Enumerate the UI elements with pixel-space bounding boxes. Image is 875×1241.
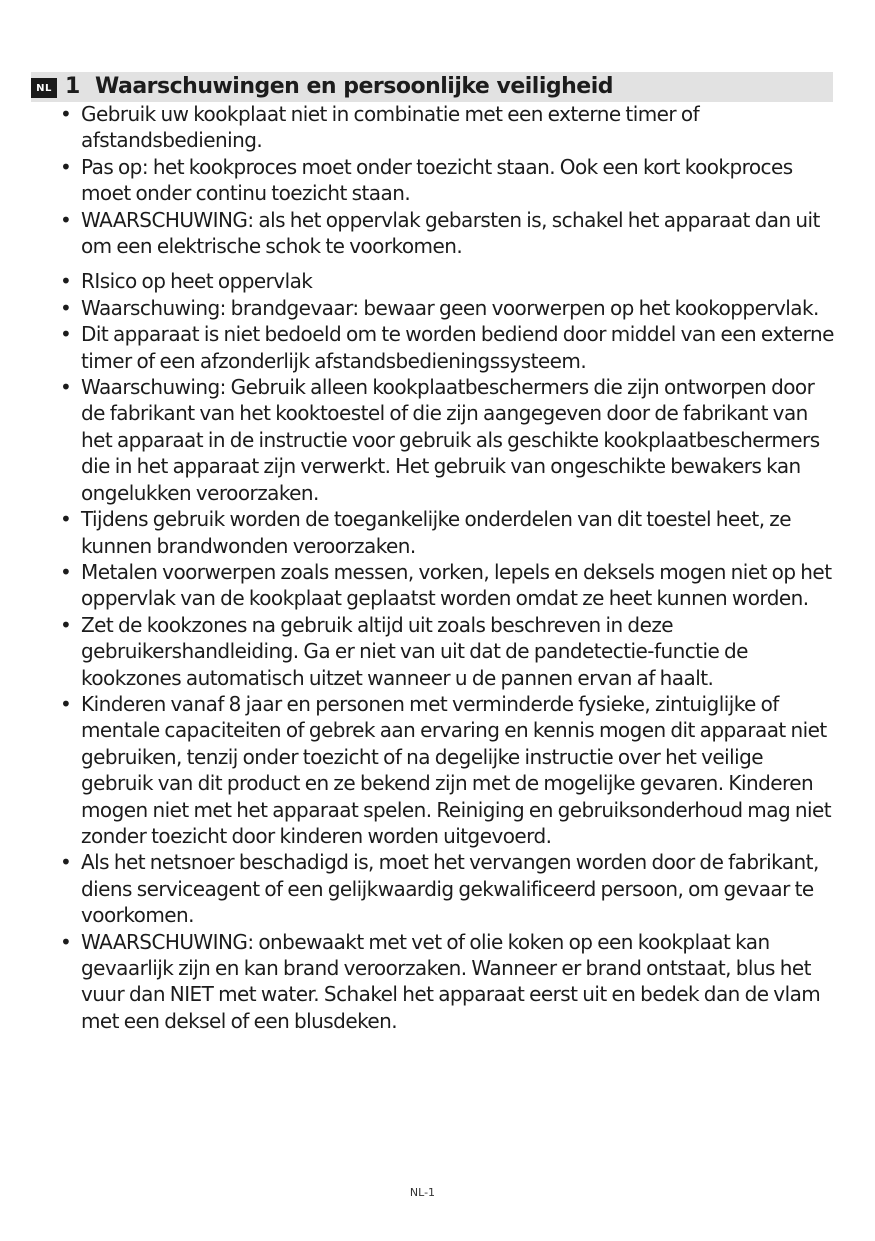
language-badge: NL [31, 78, 57, 98]
bullet-icon: • [60, 850, 72, 875]
section-heading-bar [31, 72, 833, 102]
section-number: 1 [65, 74, 80, 99]
bullet-icon: • [60, 929, 72, 954]
bullet-icon: • [60, 612, 72, 637]
bullet-icon: • [60, 507, 72, 532]
list-item-text: Kinderen vanaf 8 jaar en personen met verminderde fysieke, zintuiglijke of mentale capaciteiten of gebrek aan ervaring en kennis mogen dit apparaat niet gebruiken, tenzij onder toezicht of na degelijke instructie over het veilige gebruik van dit product en ze bekend zijn met de mogelijke gevaren. Kinderen mogen niet met het apparaat spelen. Reiniging en gebruiksonderhoud mag niet zonder toezicht door kinderen worden uitgevoerd. [81, 691, 832, 848]
list-item [57, 612, 837, 691]
page-number: NL-1 [409, 1186, 436, 1199]
list-item-text: Zet de kookzones na gebruik altijd uit zoals beschreven in deze gebruikershandleiding. Ga er niet van uit dat de pandetectie-functie de kookzones automatisch uitzet wanneer u de pannen ervan af haalt. [81, 612, 748, 690]
list-item-text: Als het netsnoer beschadigd is, moet het vervangen worden door de fabrikant, diens serviceagent of een gelijkwaardig gekwalificeerd persoon, om gevaar te voorkomen. [81, 850, 819, 928]
bullet-icon: • [60, 375, 72, 400]
bullet-icon: • [60, 102, 72, 126]
bullet-icon: • [60, 559, 72, 584]
bullet-icon: • [60, 322, 72, 347]
list-item-text: RIsico op heet oppervlak [81, 269, 313, 294]
list-item [57, 559, 837, 612]
bullet-icon: • [60, 295, 72, 320]
list-item-text: Pas op: het kookproces moet onder toezicht staan. Ook een kort kookproces moet onder continu toezicht staan. [81, 154, 793, 206]
section-title [65, 73, 613, 101]
warning-list [57, 101, 837, 1034]
bullet-icon: • [60, 691, 72, 716]
list-item [57, 849, 837, 928]
list-item-text: Dit apparaat is niet bedoeld om te worden bediend door middel van een externe timer of een afzonderlijk afstandsbedieningssysteem. [81, 322, 834, 373]
list-item [57, 374, 837, 506]
list-item [57, 691, 837, 849]
list-item [57, 207, 837, 260]
section-title-text: Waarschuwingen en persoonlijke veiligheid [95, 74, 613, 99]
bullet-icon: • [60, 269, 72, 294]
list-item-text: Tijdens gebruik worden de toegankelijke onderdelen van dit toestel heet, ze kunnen brandwonden veroorzaken. [81, 507, 792, 558]
list-item-text: WAARSCHUWING: als het oppervlak gebarsten is, schakel het apparaat dan uit om een elektrische schok te voorkomen. [81, 207, 820, 259]
list-item-text: Waarschuwing: brandgevaar: bewaar geen voorwerpen op het kookoppervlak. [81, 295, 819, 320]
list-item [57, 101, 837, 154]
list-item [57, 929, 837, 1035]
list-item [57, 268, 837, 294]
list-item [57, 321, 837, 374]
list-item-text: Waarschuwing: Gebruik alleen kookplaatbeschermers die zijn ontworpen door de fabrikant van het kooktoestel of die zijn aangegeven door de fabrikant van het apparaat in de instructie voor gebruik als geschikte kookplaatbeschermers die in het apparaat zijn verwerkt. Het gebruik van ongeschikte bewakers kan ongelukken veroorzaken. [81, 375, 820, 505]
bullet-icon: • [60, 154, 72, 179]
list-item-text: Gebruik uw kookplaat niet in combinatie met een externe timer of afstandsbediening. [81, 102, 700, 153]
list-item-text: WAARSCHUWING: onbewaakt met vet of olie koken op een kookplaat kan gevaarlijk zijn en kan brand veroorzaken. Wanneer er brand ontstaat, blus het vuur dan NIET met water. Schakel het apparaat eerst uit en bedek dan de vlam met een deksel of een blusdeken. [81, 929, 821, 1033]
list-item [57, 506, 837, 559]
list-item-text: Metalen voorwerpen zoals messen, vorken, lepels en deksels mogen niet op het oppervlak van de kookplaat geplaatst worden omdat ze heet kunnen worden. [81, 559, 832, 611]
list-item [57, 295, 837, 321]
bullet-icon: • [60, 207, 72, 232]
list-item [57, 154, 837, 207]
